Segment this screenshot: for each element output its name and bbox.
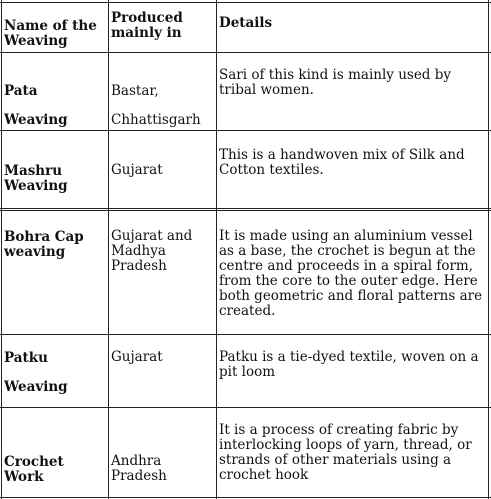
table-cell-details: Sari of this kind is mainly used by tribal women. xyxy=(219,67,452,98)
table-cell-name: Weaving xyxy=(4,112,68,128)
table-cell-produced: Gujarat and Madhya Pradesh xyxy=(111,228,193,274)
table-cell-name: Bohra Cap weaving xyxy=(4,229,84,260)
header-produced: Produced mainly in xyxy=(111,10,183,41)
row-divider xyxy=(0,130,491,131)
table-cell-name: Mashru Weaving xyxy=(4,163,68,194)
row-divider xyxy=(0,334,491,335)
table-border-top xyxy=(0,2,491,3)
row-divider xyxy=(0,407,491,408)
table-cell-produced: Gujarat xyxy=(111,162,163,178)
header-details: Details xyxy=(219,15,273,31)
table-cell-details: Patku is a tie-dyed textile, woven on a pit loom xyxy=(219,349,479,380)
table-border-bottom xyxy=(0,497,491,498)
table-cell-produced: Gujarat xyxy=(111,349,163,365)
table-cell-details: It is made using an aluminium vessel as a base, the crochet is begun at the centre and proceeds in a spiral form, from the core to the outer edge. Here both geometric and floral patterns are created. xyxy=(219,228,483,319)
table-cell-details: This is a handwoven mix of Silk and Cotton textiles. xyxy=(219,147,465,178)
table-cell-produced: Andhra Pradesh xyxy=(111,453,167,484)
table-cell-produced: Chhattisgarh xyxy=(111,112,201,128)
row-divider-double xyxy=(0,208,491,211)
table-cell-produced: Bastar, xyxy=(111,83,159,99)
table-cell-name: Crochet Work xyxy=(4,454,64,485)
header-name: Name of the Weaving xyxy=(4,18,97,49)
row-divider xyxy=(0,52,491,53)
table-cell-name: Pata xyxy=(4,83,38,99)
table-cell-name: Weaving xyxy=(4,379,68,395)
table-cell-name: Patku xyxy=(4,350,48,366)
table-cell-details: It is a process of creating fabric by interlocking loops of yarn, thread, or strands of other materials using a crochet hook xyxy=(219,422,472,483)
